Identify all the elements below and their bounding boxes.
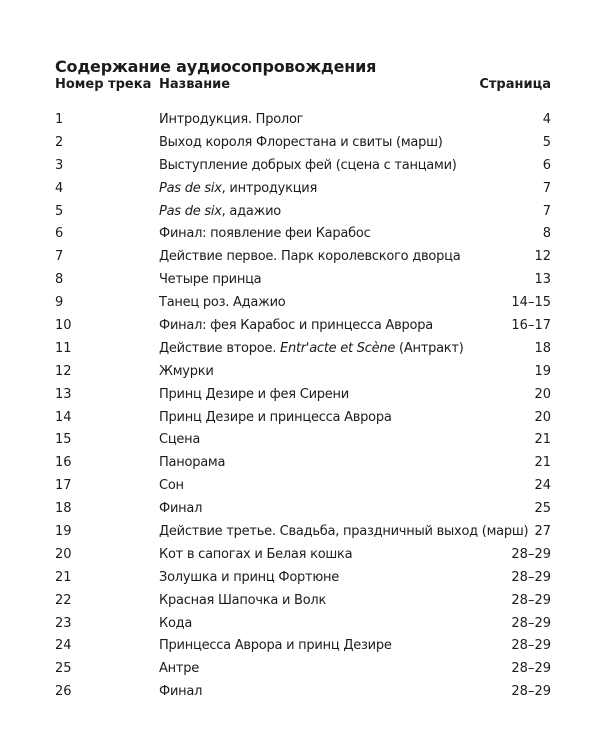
track-row [0, 158, 608, 181]
track-title-segment: Четыре принца [159, 272, 262, 288]
track-page: 28–29 [511, 684, 551, 700]
track-title-segment: Выступление добрых фей (сцена с танцами) [159, 157, 457, 173]
track-title-segment: , адажио [221, 203, 281, 219]
track-title [159, 272, 261, 288]
track-title-segment: Действие второе. [159, 340, 280, 356]
track-page: 18 [534, 340, 551, 356]
track-title-segment: Entr'acte et Scène [279, 340, 396, 356]
track-title-segment: (Антракт) [395, 340, 464, 356]
track-title [159, 684, 202, 700]
track-title-segment: Антре [159, 661, 199, 677]
track-page: 28–29 [511, 638, 551, 654]
track-row [0, 226, 608, 249]
track-list [0, 112, 608, 707]
track-title [159, 547, 352, 563]
track-title [159, 501, 202, 517]
track-row [0, 661, 608, 684]
track-title [159, 661, 199, 677]
track-number: 17 [55, 478, 72, 494]
track-number: 6 [55, 226, 64, 242]
track-title-segment: Сон [159, 478, 184, 494]
track-row [0, 524, 608, 547]
track-row [0, 112, 608, 135]
track-page: 21 [534, 455, 551, 471]
track-number: 20 [55, 546, 72, 562]
track-number: 4 [55, 180, 64, 196]
track-page: 13 [534, 272, 551, 288]
column-header-title: Название [159, 77, 231, 92]
track-page: 14–15 [511, 295, 551, 311]
track-number: 10 [55, 318, 72, 334]
track-title-segment: Золушка и принц Фортюне [159, 569, 340, 585]
track-title-segment: Панорама [159, 455, 226, 471]
track-title-segment: Принцесса Аврора и принц Дезире [159, 638, 392, 654]
track-title-segment: , интродукция [221, 180, 318, 196]
track-title-segment: Принц Дезире и фея Сирени [159, 386, 349, 402]
track-page: 27 [534, 524, 551, 540]
track-row [0, 593, 608, 616]
table-header [0, 77, 608, 97]
track-title [159, 318, 433, 334]
track-title [159, 226, 370, 242]
track-page: 5 [542, 134, 551, 150]
track-number: 25 [55, 661, 72, 677]
column-header-track-number: Номер трека [55, 77, 152, 92]
track-title [159, 387, 349, 403]
track-row [0, 204, 608, 227]
track-title [159, 593, 326, 609]
track-page: 28–29 [511, 592, 551, 608]
column-header-page: Страница [479, 77, 551, 92]
track-row [0, 249, 608, 272]
track-number: 2 [55, 134, 64, 150]
track-title-segment: Танец роз. Адажио [159, 295, 286, 311]
track-row [0, 364, 608, 387]
track-page: 6 [542, 157, 551, 173]
track-page: 7 [542, 180, 551, 196]
track-row [0, 341, 608, 364]
track-title [159, 135, 443, 151]
track-number: 22 [55, 592, 72, 608]
track-title-segment: Финал [159, 684, 203, 700]
track-number: 8 [55, 272, 64, 288]
track-title-segment: Pas de six [159, 203, 222, 219]
track-page: 24 [534, 478, 551, 494]
track-number: 23 [55, 615, 72, 631]
track-page: 25 [534, 501, 551, 517]
track-title-segment: Кода [159, 615, 193, 631]
track-row [0, 616, 608, 639]
track-title [159, 341, 464, 357]
track-row [0, 272, 608, 295]
track-title-segment: Финал: фея Карабос и принцесса Аврора [159, 318, 433, 334]
track-title [159, 410, 392, 426]
track-title [159, 616, 192, 632]
track-row [0, 135, 608, 158]
track-number: 16 [55, 455, 72, 471]
track-page: 8 [542, 226, 551, 242]
track-title-segment: Выход короля Флорестана и свиты (марш) [159, 134, 443, 150]
track-title-segment: Pas de six [159, 180, 222, 196]
track-number: 19 [55, 524, 72, 540]
track-title-segment: Действие первое. Парк королевского дворца [159, 249, 461, 265]
track-page: 4 [542, 112, 551, 127]
track-number: 14 [55, 409, 72, 425]
track-row [0, 501, 608, 524]
track-number: 11 [55, 340, 72, 356]
track-title [159, 249, 460, 265]
track-title [159, 112, 303, 128]
track-row [0, 295, 608, 318]
track-title [159, 432, 200, 448]
track-title-segment: Действие третье. Свадьба, праздничный выход (марш) [159, 524, 529, 540]
track-row [0, 638, 608, 661]
track-title [159, 638, 392, 654]
track-number: 21 [55, 569, 72, 585]
track-title [159, 158, 457, 174]
track-row [0, 181, 608, 204]
track-title-segment: Кот в сапогах и Белая кошка [159, 546, 353, 562]
track-title [159, 181, 317, 197]
track-row [0, 570, 608, 593]
track-title [159, 570, 339, 586]
track-page: 7 [542, 203, 551, 219]
track-title [159, 455, 225, 471]
track-number: 26 [55, 684, 72, 700]
track-row [0, 410, 608, 433]
track-row [0, 684, 608, 707]
track-page: 20 [534, 409, 551, 425]
track-title-segment: Красная Шапочка и Волк [159, 592, 327, 608]
track-page: 28–29 [511, 615, 551, 631]
track-page: 21 [534, 432, 551, 448]
track-row [0, 432, 608, 455]
track-title [159, 478, 184, 494]
track-title-segment: Жмурки [159, 363, 214, 379]
track-number: 7 [55, 249, 64, 265]
page-heading: Содержание аудиосопровождения [55, 57, 377, 76]
track-number: 1 [55, 112, 64, 127]
track-title [159, 524, 528, 540]
track-row [0, 318, 608, 341]
track-number: 12 [55, 363, 72, 379]
track-row [0, 547, 608, 570]
track-number: 18 [55, 501, 72, 517]
track-page: 12 [534, 249, 551, 265]
track-number: 24 [55, 638, 72, 654]
track-title [159, 295, 285, 311]
track-row [0, 478, 608, 501]
track-number: 5 [55, 203, 64, 219]
track-row [0, 455, 608, 478]
track-number: 13 [55, 386, 72, 402]
track-number: 9 [55, 295, 64, 311]
track-title-segment: Интродукция. Пролог [159, 112, 304, 127]
track-title [159, 204, 281, 220]
track-page: 16–17 [511, 318, 551, 334]
track-number: 15 [55, 432, 72, 448]
track-page: 28–29 [511, 546, 551, 562]
track-title-segment: Сцена [159, 432, 201, 448]
track-title-segment: Финал [159, 501, 203, 517]
track-number: 3 [55, 157, 64, 173]
track-page: 28–29 [511, 661, 551, 677]
track-page: 20 [534, 386, 551, 402]
track-title-segment: Принц Дезире и принцесса Аврора [159, 409, 392, 425]
track-row [0, 387, 608, 410]
track-page: 19 [534, 363, 551, 379]
track-page: 28–29 [511, 569, 551, 585]
track-title [159, 364, 214, 380]
track-title-segment: Финал: появление феи Карабос [159, 226, 371, 242]
